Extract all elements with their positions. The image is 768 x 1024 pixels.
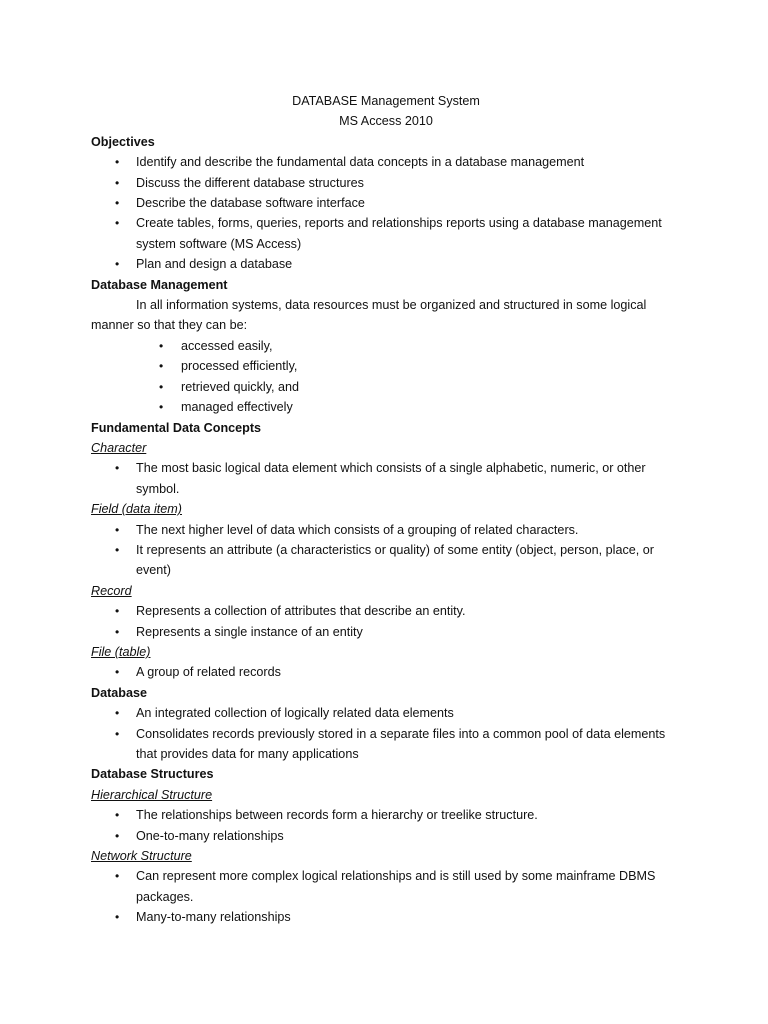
list-item xyxy=(91,540,681,581)
bullet-icon: • xyxy=(115,604,120,619)
objectives-list xyxy=(91,152,681,274)
list-item xyxy=(91,601,681,621)
database-management-list xyxy=(91,336,681,418)
list-item-text: Represents a collection of attributes that describe an entity. xyxy=(136,604,466,619)
list-item-text: The next higher level of data which consists of a grouping of related characters. xyxy=(136,522,579,537)
list-item-text: Represents a single instance of an entity xyxy=(136,624,363,639)
list-item-text: Describe the database software interface xyxy=(136,196,365,211)
list-item-text: retrieved quickly, and xyxy=(181,379,300,394)
network-subheading: Network Structure xyxy=(91,849,192,864)
list-item xyxy=(91,397,681,417)
list-item xyxy=(91,826,681,846)
list-item xyxy=(91,254,681,274)
hierarchical-subheading: Hierarchical Structure xyxy=(91,787,213,802)
list-item xyxy=(91,866,681,907)
database-structures-heading: Database Structures xyxy=(91,767,214,782)
list-item xyxy=(91,907,681,927)
list-item-text: Can represent more complex logical relationships and is still used by some mainframe DBMS packages. xyxy=(136,869,656,904)
fundamental-concepts-heading: Fundamental Data Concepts xyxy=(91,420,262,435)
database-management-paragraph: In all information systems, data resources must be organized and structured in some logical manner so that they can be: xyxy=(91,298,647,333)
bullet-icon: • xyxy=(115,910,120,925)
bullet-icon: • xyxy=(115,706,120,721)
database-management-heading: Database Management xyxy=(91,277,228,292)
list-item xyxy=(91,622,681,642)
list-item-text: Identify and describe the fundamental data concepts in a database management xyxy=(136,155,585,170)
file-subheading: File (table) xyxy=(91,644,151,659)
bullet-icon: • xyxy=(115,808,120,823)
list-item-text: One-to-many relationships xyxy=(136,828,284,843)
list-item xyxy=(91,213,681,254)
list-item xyxy=(91,152,681,172)
document-subtitle: MS Access 2010 xyxy=(339,114,433,129)
list-item xyxy=(91,356,681,376)
list-item xyxy=(91,805,681,825)
field-subheading: Field (data item) xyxy=(91,502,182,517)
bullet-icon: • xyxy=(159,400,164,415)
bullet-icon: • xyxy=(115,522,120,537)
character-list xyxy=(91,458,681,499)
list-item-text: accessed easily, xyxy=(181,338,273,353)
list-item xyxy=(91,724,681,765)
list-item-text: Create tables, forms, queries, reports and relationships reports using a database management system software (MS Access) xyxy=(136,216,662,251)
bullet-icon: • xyxy=(159,359,164,374)
list-item-text: Plan and design a database xyxy=(136,257,293,272)
bullet-icon: • xyxy=(115,461,120,476)
list-item-text: managed effectively xyxy=(181,400,293,415)
hierarchical-list xyxy=(91,805,681,846)
list-item-text: The most basic logical data element which consists of a single alphabetic, numeric, or other symbol. xyxy=(136,461,646,496)
record-list xyxy=(91,601,681,642)
bullet-icon: • xyxy=(115,665,120,680)
list-item xyxy=(91,703,681,723)
objectives-heading: Objectives xyxy=(91,134,155,149)
list-item-text: Many-to-many relationships xyxy=(136,910,291,925)
network-list xyxy=(91,866,681,927)
database-list xyxy=(91,703,681,764)
bullet-icon: • xyxy=(115,869,120,884)
bullet-icon: • xyxy=(115,155,120,170)
bullet-icon: • xyxy=(115,828,120,843)
document-content xyxy=(91,91,681,928)
document-title: DATABASE Management System xyxy=(292,94,480,108)
list-item xyxy=(91,377,681,397)
bullet-icon: • xyxy=(115,726,120,741)
bullet-icon: • xyxy=(159,379,164,394)
list-item-text: A group of related records xyxy=(136,665,281,680)
list-item-text: The relationships between records form a hierarchy or treelike structure. xyxy=(136,808,538,823)
list-item-text: Discuss the different database structures xyxy=(136,175,364,190)
list-item-text: Consolidates records previously stored in a separate files into a common pool of data elements that provides data for many applications xyxy=(136,726,666,761)
list-item-text: processed efficiently, xyxy=(181,359,298,374)
list-item-text: It represents an attribute (a characteristics or quality) of some entity (object, person, place, or event) xyxy=(136,542,654,578)
list-item xyxy=(91,520,681,540)
character-subheading: Character xyxy=(91,440,147,455)
bullet-icon: • xyxy=(115,175,120,190)
bullet-icon: • xyxy=(159,338,164,353)
database-heading: Database xyxy=(91,685,148,700)
bullet-icon: • xyxy=(115,624,120,639)
list-item xyxy=(91,336,681,356)
file-list xyxy=(91,662,681,682)
list-item-text: An integrated collection of logically related data elements xyxy=(136,706,454,721)
list-item xyxy=(91,662,681,682)
record-subheading: Record xyxy=(91,583,132,598)
list-item xyxy=(91,193,681,213)
bullet-icon: • xyxy=(115,216,120,231)
bullet-icon: • xyxy=(115,542,120,557)
list-item xyxy=(91,458,681,499)
list-item xyxy=(91,173,681,193)
field-list xyxy=(91,520,681,581)
bullet-icon: • xyxy=(115,257,120,272)
bullet-icon: • xyxy=(115,196,120,211)
